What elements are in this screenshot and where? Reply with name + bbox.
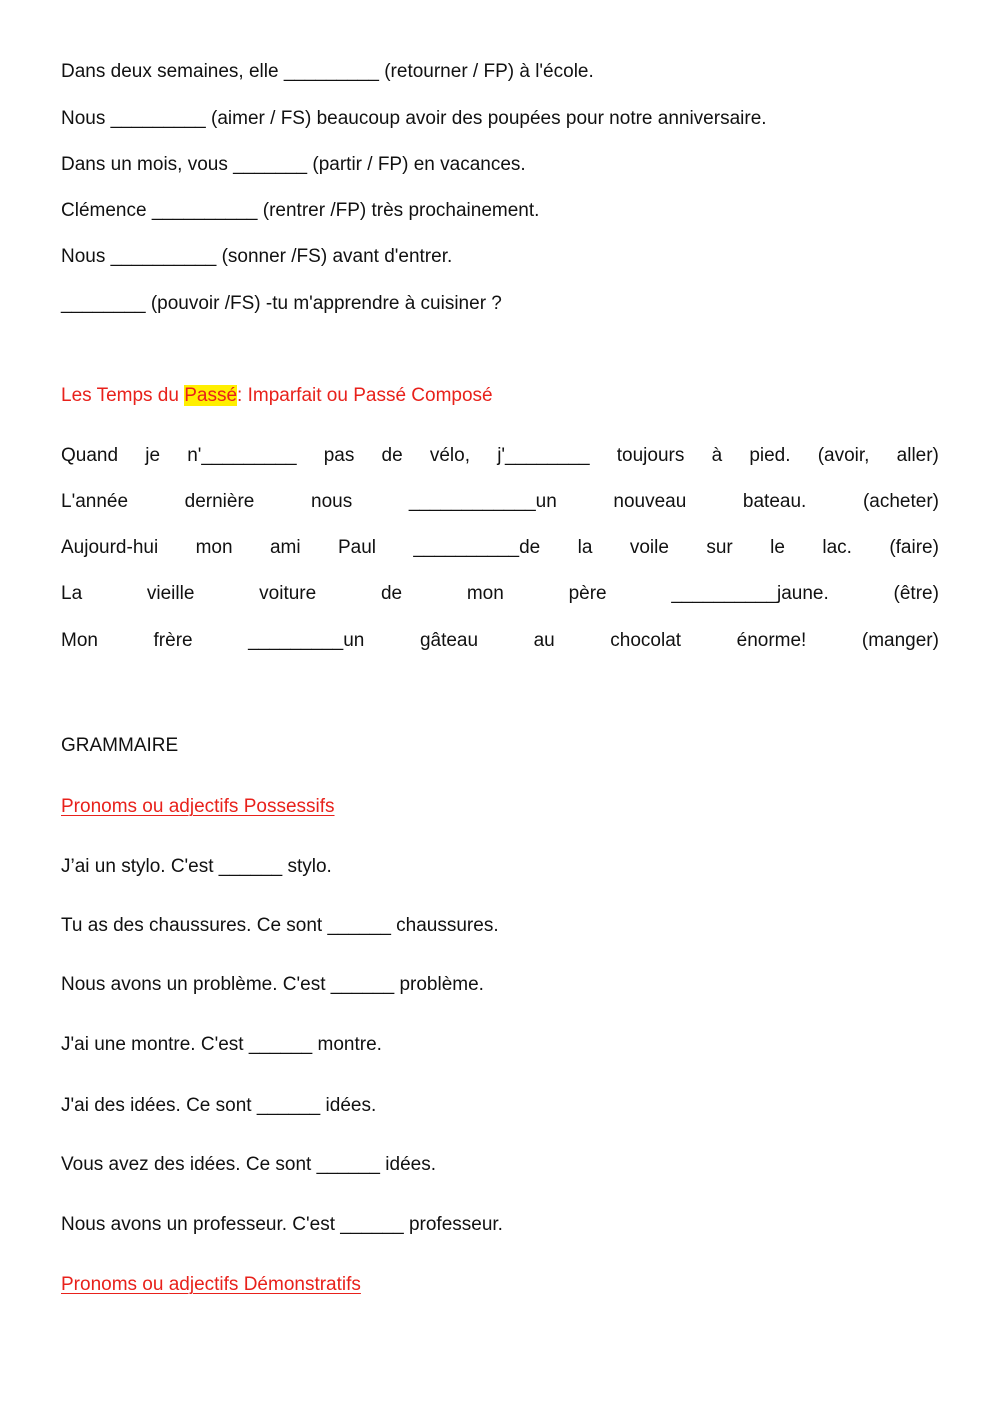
word: la: [577, 537, 593, 558]
word: voiture: [259, 583, 317, 604]
possessive-exercise-1: J’ai un stylo. C'est ______ stylo.: [61, 856, 332, 877]
future-exercise-6: ________ (pouvoir /FS) -tu m'apprendre à cuisiner ?: [61, 293, 502, 314]
word: (manger): [861, 630, 939, 651]
word: lac.: [822, 537, 852, 558]
past-title-start: Les Temps du: [61, 385, 185, 406]
word: vélo,: [429, 445, 470, 466]
word: mon: [195, 537, 233, 558]
word: de: [381, 445, 403, 466]
past-exercise-2: [61, 490, 939, 514]
word: pas: [323, 445, 355, 466]
word: je: [145, 445, 161, 466]
word: Aujourd-hui: [61, 537, 159, 558]
word: de: [380, 583, 403, 604]
word: sur: [706, 537, 733, 558]
word: (avoir,: [817, 445, 870, 466]
word: (être): [893, 583, 939, 604]
word: le: [770, 537, 785, 558]
word: j'________: [497, 445, 590, 466]
possessive-exercise-2: Tu as des chaussures. Ce sont ______ chaussures.: [61, 915, 499, 936]
future-exercise-1: Dans deux semaines, elle _________ (retourner / FP) à l'école.: [61, 61, 594, 82]
possessive-exercise-3: Nous avons un problème. C'est ______ problème.: [61, 974, 484, 995]
past-exercise-5: [61, 629, 939, 653]
word: __________jaune.: [671, 583, 829, 604]
past-title-highlight: Passé: [184, 385, 238, 406]
word: voile: [629, 537, 669, 558]
word: ami: [269, 537, 301, 558]
future-exercise-2: Nous _________ (aimer / FS) beaucoup avoir des poupées pour notre anniversaire.: [61, 108, 767, 129]
word: La: [61, 583, 83, 604]
word: Mon: [61, 630, 98, 651]
past-exercise-4: [61, 582, 939, 606]
word: toujours: [616, 445, 685, 466]
word: nouveau: [613, 491, 687, 512]
word: mon: [466, 583, 504, 604]
word: pied.: [749, 445, 791, 466]
word: vieille: [146, 583, 195, 604]
word: __________de: [413, 537, 541, 558]
word: _________un: [248, 630, 365, 651]
past-exercise-3: [61, 536, 939, 560]
word: (faire): [889, 537, 939, 558]
word: bateau.: [742, 491, 807, 512]
word: énorme!: [736, 630, 807, 651]
possessive-exercise-6: Vous avez des idées. Ce sont ______ idées.: [61, 1154, 436, 1175]
word: aller): [896, 445, 939, 466]
word: Paul: [337, 537, 377, 558]
demonstrative-section-title: Pronoms ou adjectifs Démonstratifs: [61, 1274, 361, 1295]
word: gâteau: [419, 630, 479, 651]
word: ____________un: [408, 491, 557, 512]
word: au: [533, 630, 555, 651]
word: chocolat: [610, 630, 682, 651]
possessive-exercise-7: Nous avons un professeur. C'est ______ professeur.: [61, 1214, 503, 1235]
word: père: [568, 583, 607, 604]
possessive-section-title: Pronoms ou adjectifs Possessifs: [61, 796, 335, 817]
word: à: [711, 445, 723, 466]
past-exercise-1: [61, 444, 939, 468]
word: dernière: [184, 491, 255, 512]
future-exercise-4: Clémence __________ (rentrer /FP) très prochainement.: [61, 200, 540, 221]
word: nous: [311, 491, 353, 512]
possessive-exercise-4: J'ai une montre. C'est ______ montre.: [61, 1034, 382, 1055]
word: Quand: [61, 445, 119, 466]
possessive-exercise-5: J'ai des idées. Ce sont ______ idées.: [61, 1095, 377, 1116]
word: (acheter): [862, 491, 939, 512]
word: n'_________: [187, 445, 297, 466]
grammar-heading: GRAMMAIRE: [61, 735, 179, 756]
word: frère: [153, 630, 193, 651]
word: L'année: [61, 491, 129, 512]
past-title-end: : Imparfait ou Passé Composé: [237, 385, 493, 406]
future-exercise-5: Nous __________ (sonner /FS) avant d'entrer.: [61, 246, 453, 267]
future-exercise-3: Dans un mois, vous _______ (partir / FP) en vacances.: [61, 154, 526, 175]
past-tense-title: [61, 384, 493, 408]
